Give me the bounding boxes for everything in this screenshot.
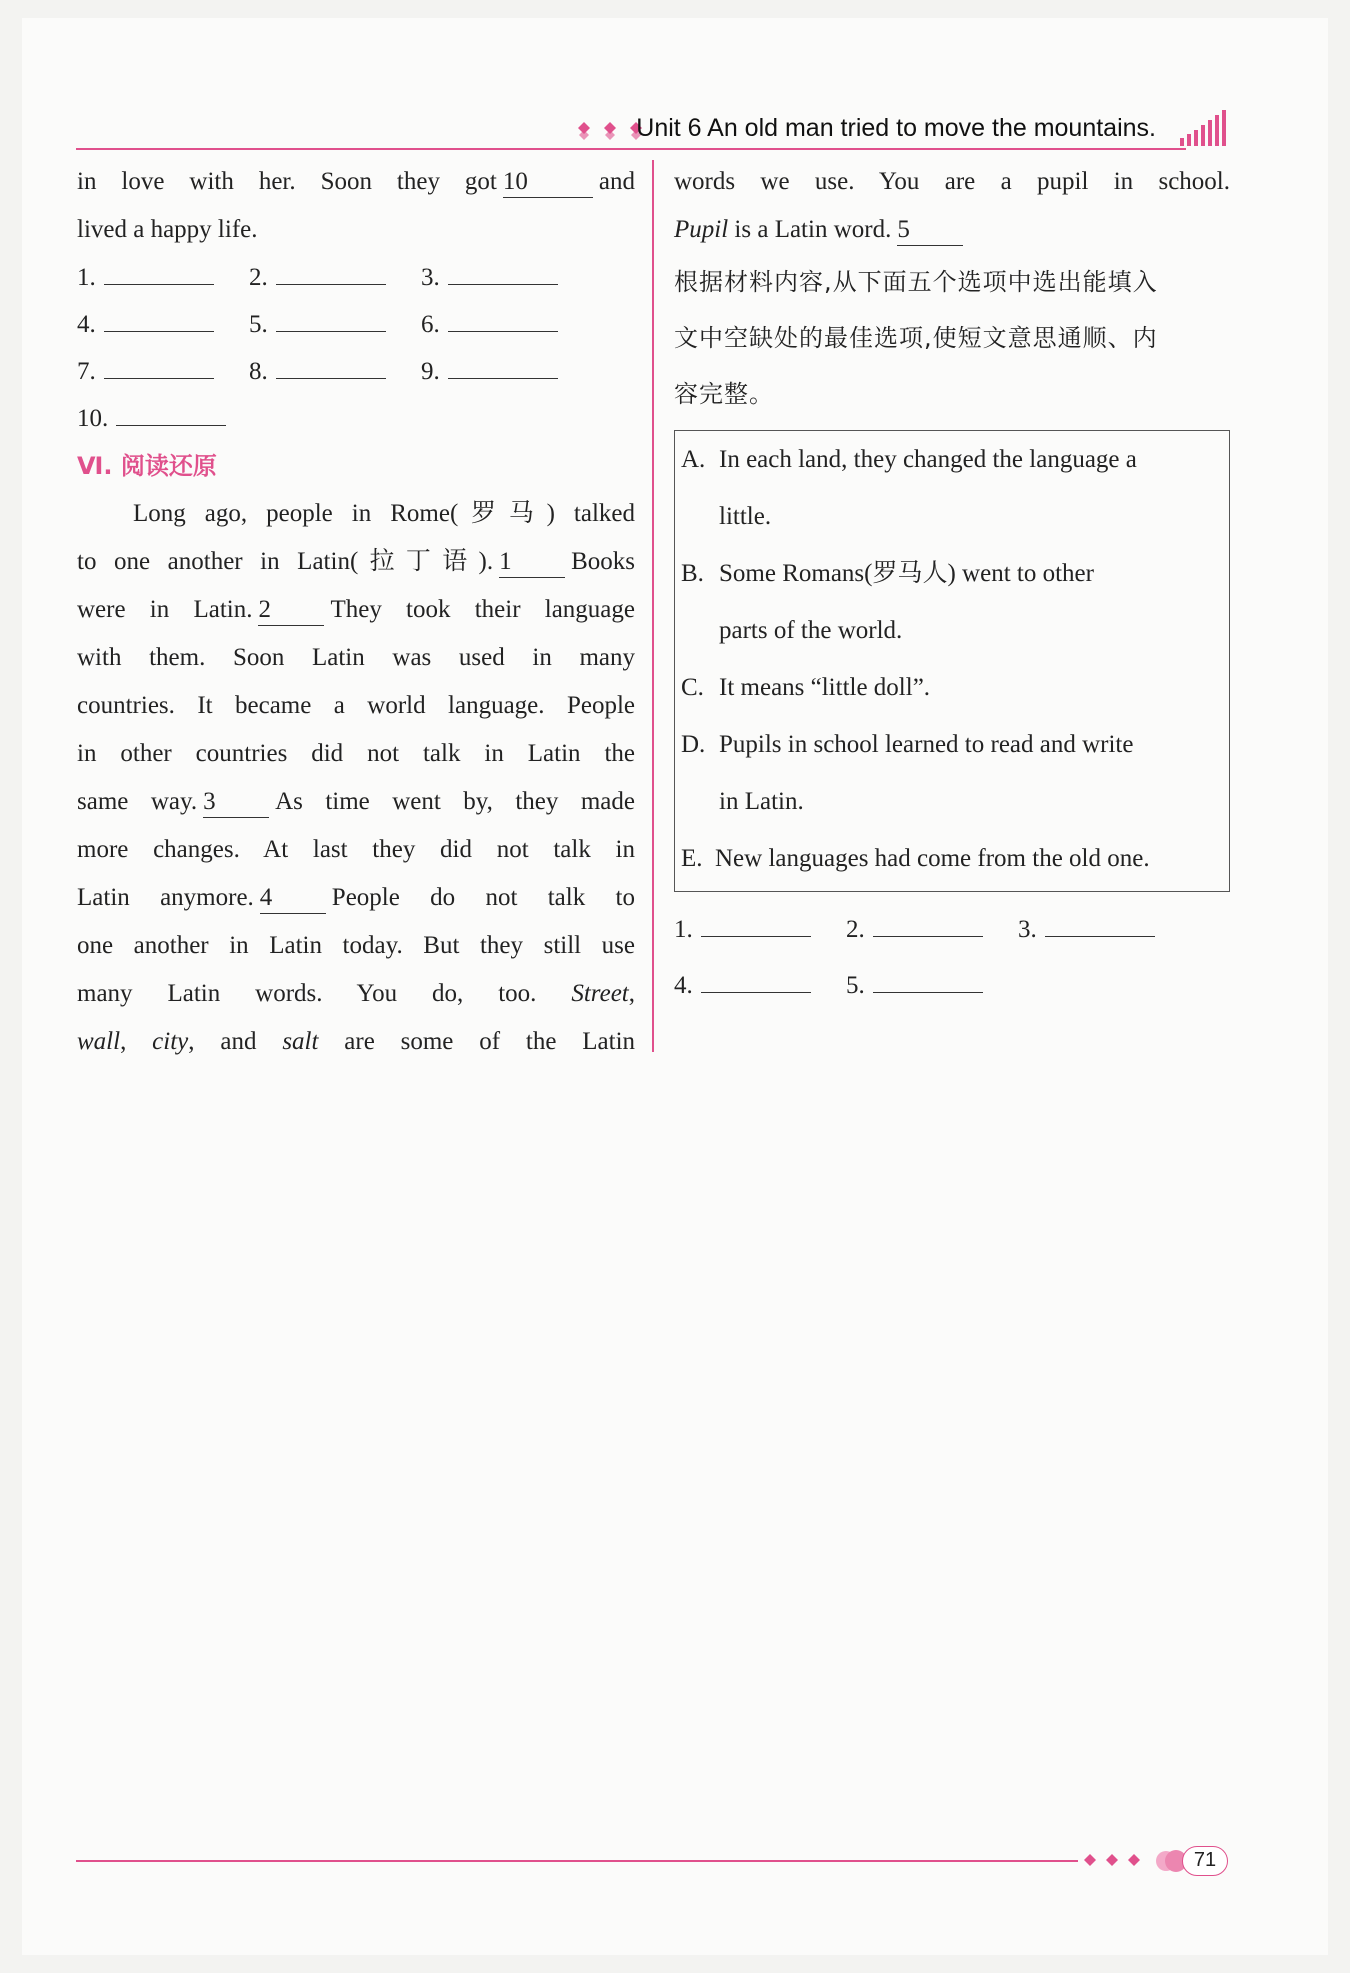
answer-slot[interactable]: 1. <box>77 254 249 301</box>
answer-slot[interactable]: 2. <box>249 254 421 301</box>
passage-line: one another in Latin today. But they still use <box>77 932 635 959</box>
passage-line: with them. Soon Latin was used in many <box>77 644 635 671</box>
option-d-cont: in Latin. <box>719 788 804 815</box>
passage-line: were in Latin. 2 They took their language <box>77 586 635 634</box>
instruction-line: 文中空缺处的最佳选项,使短文意思通顺、内 <box>674 324 1158 352</box>
answer-slot[interactable]: 3. <box>421 254 593 301</box>
page-number: 71 <box>1182 1846 1228 1876</box>
answer-slot[interactable]: 5. <box>249 301 421 348</box>
option-b-cont: parts of the world. <box>719 617 903 644</box>
passage-line: wall, city, and salt are some of the Latin <box>77 1028 636 1055</box>
passage-line: same way. 3 As time went by, they made <box>77 778 635 826</box>
passage-line: Pupil is a Latin word. 5 <box>674 206 1230 254</box>
blank-10[interactable]: 10 <box>503 167 593 198</box>
answer-slot[interactable]: 4. <box>77 301 249 348</box>
passage-line: Long ago, people in Rome(罗马) talked <box>133 500 635 527</box>
answer-row <box>77 348 635 395</box>
answer-slot[interactable]: 7. <box>77 348 249 395</box>
passage-line: in other countries did not talk in Latin the <box>77 740 635 767</box>
answer-slot[interactable]: 9. <box>421 348 593 395</box>
instruction-line: 容完整。 <box>674 380 774 408</box>
answer-slot[interactable]: 1. <box>674 902 846 958</box>
page-header <box>76 108 1228 150</box>
option-a-cont: little. <box>719 503 772 530</box>
answer-slot[interactable]: 4. <box>674 958 846 1014</box>
passage-line: words we use. You are a pupil in school. <box>674 168 1230 195</box>
text-line: lived a happy life. <box>77 216 258 243</box>
option-c: C. It means “little doll”. <box>681 674 931 701</box>
section-title: Ⅵ. 阅读还原 <box>77 452 217 480</box>
answer-slot[interactable]: 3. <box>1018 902 1190 958</box>
answer-row <box>77 254 635 301</box>
instruction-line: 根据材料内容,从下面五个选项中选出能填入 <box>674 268 1158 296</box>
answer-row <box>674 902 1230 958</box>
passage-line: countries. It became a world language. People <box>77 692 635 719</box>
options-box <box>674 430 1230 892</box>
blank-1[interactable]: 1 <box>499 547 565 578</box>
passage-line: to one another in Latin(拉丁语). 1 Books <box>77 538 635 586</box>
answer-slot[interactable]: 6. <box>421 301 593 348</box>
option-a: A. In each land, they changed the language a <box>681 446 1137 473</box>
text-line: in love with her. Soon they got 10 and <box>77 158 635 206</box>
answer-slot[interactable]: 8. <box>249 348 421 395</box>
blank-5[interactable]: 5 <box>897 215 963 246</box>
diamonds-icon <box>1082 1848 1152 1874</box>
footer-rule <box>76 1860 1078 1862</box>
answer-row <box>77 395 635 442</box>
left-column <box>77 158 635 1066</box>
option-e: E. New languages had come from the old one. <box>681 845 1150 872</box>
option-d: D. Pupils in school learned to read and write <box>681 731 1134 758</box>
answer-slot[interactable]: 5. <box>846 958 1018 1014</box>
blank-4[interactable]: 4 <box>260 883 326 914</box>
blank-2[interactable]: 2 <box>258 595 324 626</box>
right-column <box>674 158 1230 1014</box>
passage-line: more changes. At last they did not talk in <box>77 836 635 863</box>
answers-right <box>674 902 1230 1014</box>
signal-bars-icon <box>1178 108 1228 148</box>
unit-title: Unit 6 An old man tried to move the mountains. <box>636 114 1156 142</box>
header-rule <box>76 148 1186 150</box>
page-footer <box>76 1840 1228 1880</box>
answer-row <box>674 958 1230 1014</box>
blank-3[interactable]: 3 <box>203 787 269 818</box>
answer-row <box>77 301 635 348</box>
passage-line: Latin anymore. 4 People do not talk to <box>77 874 635 922</box>
answer-slot[interactable]: 2. <box>846 902 1018 958</box>
passage-line: many Latin words. You do, too. Street, <box>77 980 635 1007</box>
column-divider <box>652 160 654 1052</box>
answer-slot[interactable]: 10. <box>77 395 249 442</box>
option-b: B. Some Romans(罗马人) went to other <box>681 560 1094 587</box>
